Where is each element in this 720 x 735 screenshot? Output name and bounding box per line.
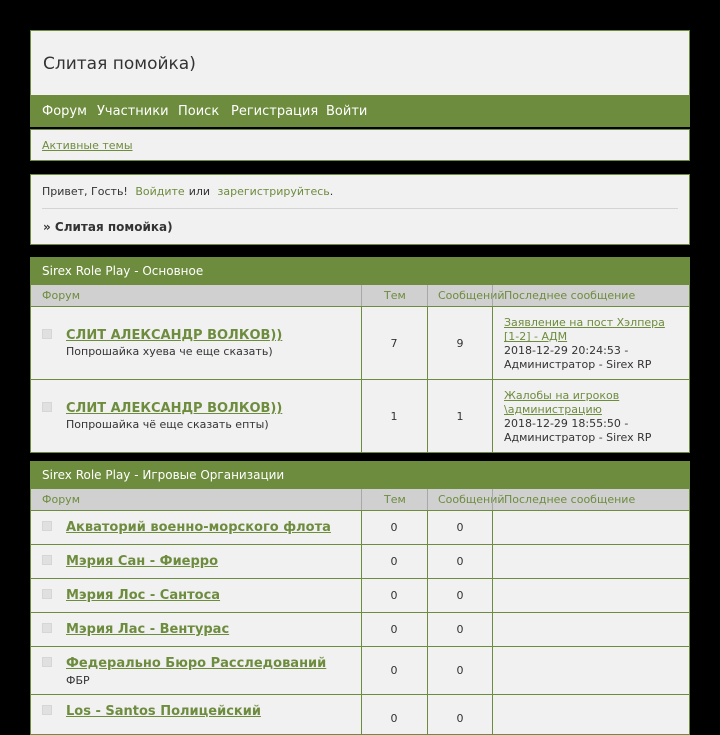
nav-forum[interactable]: Форум — [42, 104, 87, 119]
forum-status-icon — [42, 329, 52, 339]
forum-link[interactable]: СЛИТ АЛЕКСАНДР ВОЛКОВ)) — [66, 401, 283, 416]
forum-header — [30, 30, 690, 96]
welcome-divider — [42, 208, 678, 209]
col-topics: Тем — [384, 493, 406, 506]
last-post-link-line2[interactable]: [1-2] - АДМ — [504, 330, 568, 343]
forum-row — [31, 511, 689, 545]
forum-link[interactable]: Мэрия Лос - Сантоса — [66, 588, 221, 603]
col-forum: Форум — [42, 493, 80, 506]
column-header — [31, 285, 689, 307]
last-post-info — [504, 316, 684, 372]
posts-count: 0 — [456, 589, 464, 602]
breadcrumb: » Слитая помойка) — [43, 220, 173, 234]
category-title[interactable]: Sirex Role Play - Основное — [31, 257, 689, 285]
forum-description: ФБР — [66, 674, 90, 687]
register-link[interactable]: зарегистрируйтесь — [217, 185, 330, 198]
col-last-post: Последнее сообщение — [504, 493, 636, 506]
last-post-link-line2[interactable]: \администрацию — [504, 403, 602, 416]
topics-count: 0 — [390, 555, 398, 568]
topics-count: 0 — [390, 521, 398, 534]
col-last-post: Последнее сообщение — [504, 289, 636, 302]
forum-description: Попрошайка чё еще сказать епты) — [66, 418, 269, 431]
posts-count: 9 — [456, 337, 464, 350]
forum-status-icon — [42, 705, 52, 715]
category-organizations — [30, 461, 690, 735]
forum-link[interactable]: Los - Santos Полицейский — [66, 704, 261, 719]
forum-status-icon — [42, 623, 52, 633]
posts-count: 0 — [456, 555, 464, 568]
last-post-link-line1[interactable]: Заявление на пост Хэлпера — [504, 316, 665, 329]
forum-status-icon — [42, 589, 52, 599]
forum-row — [31, 307, 689, 380]
col-forum: Форум — [42, 289, 80, 302]
nav-members[interactable]: Участники — [97, 104, 169, 119]
col-posts: Сообщений — [438, 289, 505, 302]
login-link[interactable]: Войдите — [135, 185, 185, 198]
forum-row — [31, 380, 689, 453]
category-title[interactable]: Sirex Role Play - Игровые Организации — [31, 461, 689, 489]
topics-count: 0 — [390, 623, 398, 636]
welcome-line — [42, 185, 333, 198]
last-post-info — [504, 389, 684, 445]
greeting-text: Привет, Гость! — [42, 185, 128, 198]
posts-count: 0 — [456, 664, 464, 677]
forum-link[interactable]: Федерально Бюро Расследований — [66, 656, 327, 671]
forum-link[interactable]: СЛИТ АЛЕКСАНДР ВОЛКОВ)) — [66, 328, 283, 343]
topics-count: 0 — [390, 712, 398, 725]
col-posts: Сообщений — [438, 493, 505, 506]
forum-description: Попрошайка хуева че еще сказать) — [66, 345, 273, 358]
nav-search[interactable]: Поиск — [178, 104, 220, 119]
quick-links-box — [30, 129, 690, 161]
posts-count: 0 — [456, 712, 464, 725]
forum-row — [31, 695, 689, 735]
forum-row — [31, 613, 689, 647]
col-topics: Тем — [384, 289, 406, 302]
last-post-date: 2018-12-29 18:55:50 - — [504, 417, 629, 430]
topics-count: 7 — [390, 337, 398, 350]
forum-status-icon — [42, 657, 52, 667]
last-post-date: 2018-12-29 20:24:53 - — [504, 344, 629, 357]
last-post-author: Администратор - Sirex RP — [504, 358, 652, 371]
last-post-link-line1[interactable]: Жалобы на игроков — [504, 389, 620, 402]
posts-count: 0 — [456, 623, 464, 636]
column-header — [31, 489, 689, 511]
board-title: Слитая помойка) — [43, 54, 196, 74]
forum-row — [31, 647, 689, 695]
topics-count: 0 — [390, 664, 398, 677]
last-post-author: Администратор - Sirex RP — [504, 431, 652, 444]
forum-link[interactable]: Мэрия Сан - Фиерро — [66, 554, 219, 569]
forum-status-icon — [42, 555, 52, 565]
nav-register[interactable]: Регистрация — [231, 104, 319, 119]
posts-count: 0 — [456, 521, 464, 534]
forum-status-icon — [42, 521, 52, 531]
active-topics-link[interactable]: Активные темы — [42, 139, 133, 152]
forum-link[interactable]: Акваторий военно-морского флота — [66, 520, 331, 535]
main-navigation — [30, 95, 690, 127]
nav-login[interactable]: Войти — [326, 104, 368, 119]
or-text: или — [188, 185, 211, 198]
forum-link[interactable]: Мэрия Лас - Вентурас — [66, 622, 230, 637]
topics-count: 0 — [390, 589, 398, 602]
welcome-box — [30, 174, 690, 245]
period-text: . — [329, 185, 334, 198]
forum-row — [31, 545, 689, 579]
forum-status-icon — [42, 402, 52, 412]
category-main — [30, 257, 690, 453]
forum-row — [31, 579, 689, 613]
topics-count: 1 — [390, 410, 398, 423]
posts-count: 1 — [456, 410, 464, 423]
